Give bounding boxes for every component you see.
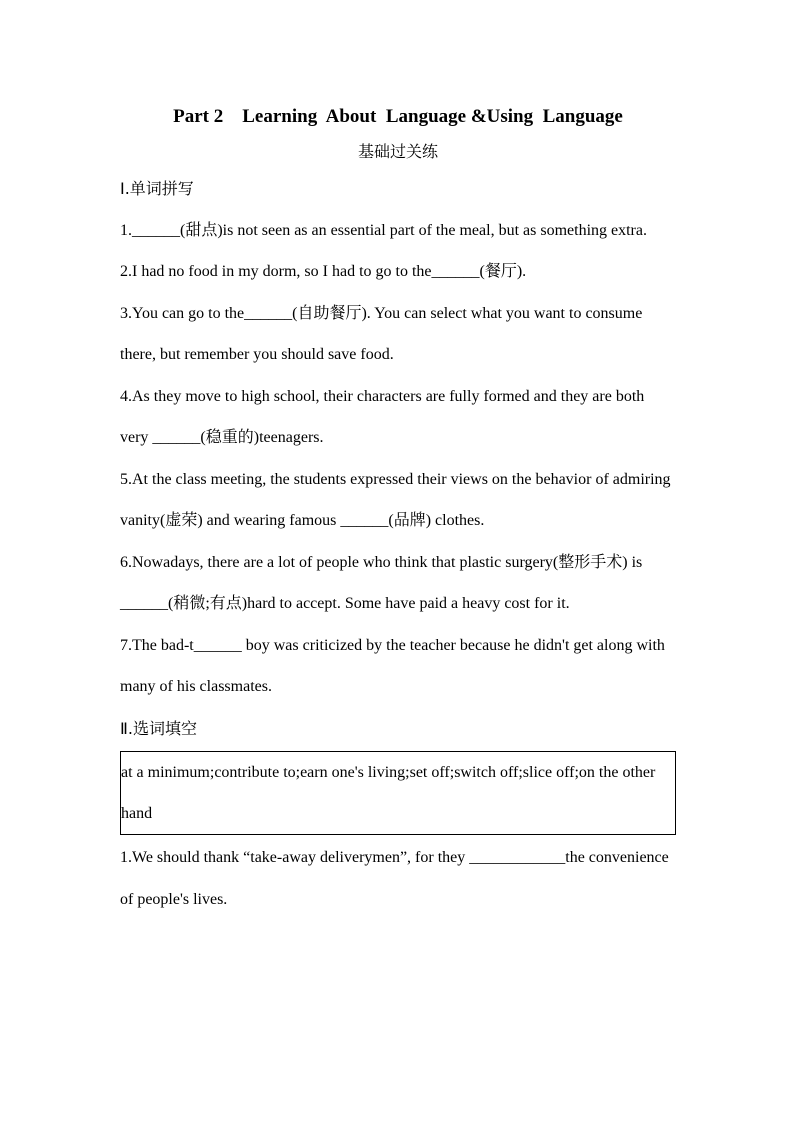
page-subtitle: 基础过关练 [357, 142, 438, 161]
worksheet-page [120, 100, 676, 920]
spelling-question-4: 4.As they move to high school, their characters are fully formed and they are both very ______(稳重的)teenagers. [120, 387, 645, 446]
section-heading-word-choice: Ⅱ.选词填空 [120, 718, 197, 738]
spelling-question-7: 7.The bad-t______ boy was criticized by the teacher because he didn't get along with many of his classmates. [120, 636, 665, 695]
spelling-question-5: 5.At the class meeting, the students expressed their views on the behavior of admiring vanity(虚荣) and wearing famous ______(品牌) clothes. [120, 470, 671, 529]
page-title: Part 2 Learning About Language &Using Language [173, 106, 623, 127]
word-bank-box: at a minimum;contribute to;earn one's living;set off;switch off;slice off;on the other hand [120, 751, 676, 835]
spelling-question-3: 3.You can go to the______(自助餐厅). You can select what you want to consume there, but remember you should save food. [120, 304, 643, 363]
word-choice-question-1: 1.We should thank “take-away deliverymen”, for they ____________the convenience of people's lives. [120, 849, 669, 908]
spelling-question-6: 6.Nowadays, there are a lot of people who think that plastic surgery(整形手术) is ______(稍微;有点)hard to accept. Some have paid a heavy cost for it. [120, 553, 643, 612]
section-heading-spelling: Ⅰ.单词拼写 [120, 179, 194, 198]
spelling-question-2: 2.I had no food in my dorm, so I had to go to the______(餐厅). [120, 263, 527, 280]
spelling-question-1: 1.______(甜点)is not seen as an essential part of the meal, but as something extra. [120, 221, 647, 239]
